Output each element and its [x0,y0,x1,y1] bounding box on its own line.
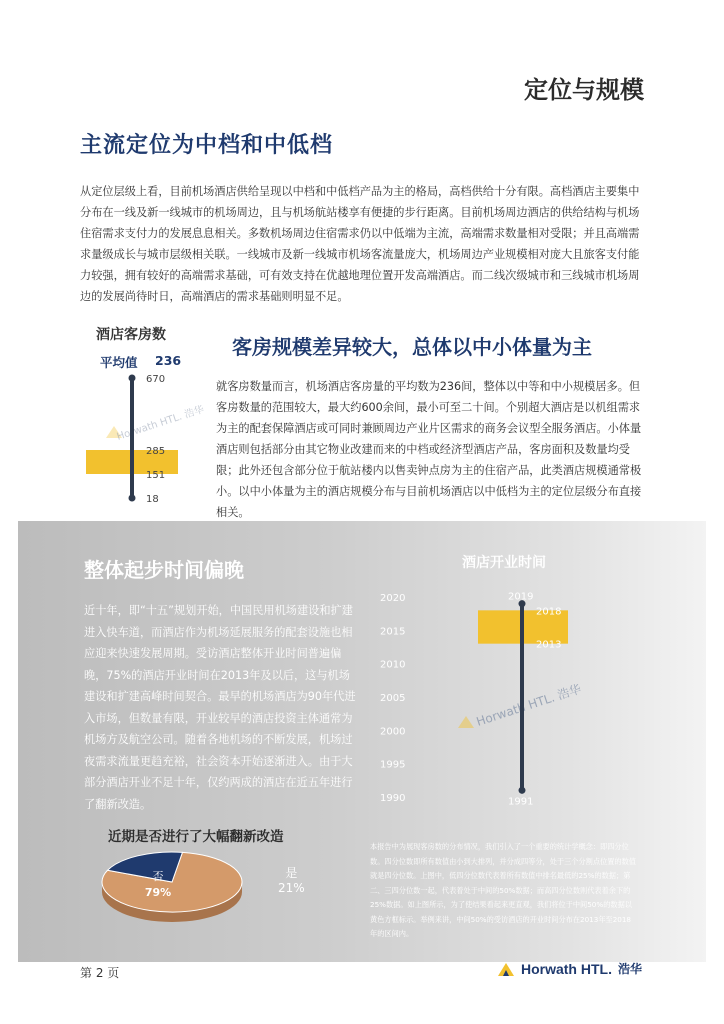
room-label-max: 670 [146,374,166,385]
open-axis-tick-1995: 1995 [380,759,406,771]
room-max-point [129,375,136,382]
section-heading-opening: 整体起步时间偏晚 [84,558,244,582]
room-chart-watermark [106,402,206,443]
opening-year-chart [370,580,610,810]
room-chart-title: 酒店客房数 [96,327,166,343]
room-label-min: 18 [146,494,159,505]
renovation-chart-title: 近期是否进行了大幅翻新改造 [108,829,284,845]
pie-label-no-name: 否 [152,870,164,883]
open-axis-tick-1990: 1990 [380,793,406,804]
open-label-max: 2019 [508,591,534,603]
section-body-room-scale: 就客房数量而言，机场酒店客房量的平均数为236间，整体以中等和中小规模居多。但客房数量的范围较大，最大约600余间，最小可至二十间。个别超大酒店是以机组需求为主的配套保障酒店或可同时兼顾周边产业片区需求的商务会议型全服务酒店。小体量酒店则包括部分由其它物业改建而来的中档或经济型酒店产品，客房面积及数量均受限；此外还包含部分位于航站楼内以售卖钟点房为主的住宿产品，此类酒店规模通常极小。以中小体量为主的酒店规模分布与目前机场酒店以中低档为主的定位层级分布直接相关。 [216,380,642,519]
footer-brand-cn: 浩华 [617,962,642,976]
open-axis-tick-2020: 2020 [380,593,406,604]
room-chart-avg-value: 236 [155,353,182,368]
open-axis-tick-2010: 2010 [380,659,406,671]
footer-page-number: 第 2 页 [80,966,120,980]
section-body-opening: 近十年，即“十五”规划开始，中国民用机场建设和扩建进入快车道，而酒店作为机场延展服务的配套设施也相应迎来快速发展周期。受访酒店整体开业时间普遍偏晚，75%的酒店开业时间在2013年及以后，这与机场建设和扩建高峰时间契合。最早的机场酒店为90年代进入市场，但数量有限，开业较早的酒店投资主体通常为机场方及航空公司。随着各地机场的不断发展，机场过夜需求流量更趋充裕，社会资本开始逐渐进入。由于大部分酒店开业不足十年，仅约两成的酒店在近五年进行了翻新改造。 [84,604,356,811]
room-label-q3: 285 [146,446,166,457]
pie-label-yes-value: 21% [278,881,305,895]
open-axis-tick-2000: 2000 [380,726,406,738]
open-label-q1: 2013 [536,639,562,651]
room-label-q1: 151 [146,470,166,481]
open-axis-tick-2005: 2005 [380,693,406,704]
open-label-q3: 2018 [536,606,562,618]
room-count-chart [70,368,220,513]
room-min-point [129,495,136,502]
open-chart-title: 酒店开业时间 [462,555,546,571]
pie-label-no-value: 79% [144,886,172,899]
section-heading-room-scale: 客房规模差异较大，总体以中小体量为主 [232,335,592,359]
footer-brand: Horwath HTL. [520,960,612,977]
page-title: 定位与规模 [524,76,644,104]
quartile-note: 本报告中为展现客房数的分布情况，我们引入了一个重要的统计学概念：即四分位数。四分位数即所有数值由小到大排列，并分成四等分，处于三个分割点位置的数值就是四分位数。上图中，低四分位数代表着所有数值中排名最低的25%的数据；第二、三四分位数一起，代表着处于中间的50%数据；而高四分位数则代表着余下的25%数据。如上图所示，为了使结果看起来更直观，我们将位于中间50%的数据以黄色方框标示。举例来讲，中间50%的受访酒店的开业时间分布在2013年至2018年的区间内。 [370,842,636,938]
svg-text:Horwath HTL. 浩华: Horwath HTL. 浩华 [474,681,583,729]
section-heading-positioning: 主流定位为中档和中低档 [80,133,334,158]
pie-label-yes-name: 是 [285,866,298,880]
renovation-pie-chart [100,846,260,936]
svg-text:Horwath HTL. 浩华: Horwath HTL. 浩华 [115,404,206,443]
pie-label-yes [278,864,305,895]
section-body-positioning: 从定位层级上看，目前机场酒店供给呈现以中档和中低档产品为主的格局，高档供给十分有限。高档酒店主要集中分布在一线及新一线城市的机场周边，且与机场航站楼享有便捷的步行距离。目前机场周边酒店的供给结构与机场住宿需求支付力的发展息息相关。多数机场周边住宿需求仍以中低端为主流，高端需求数量相对受限；并且高端需求量级成长与城市层级相关联。一线城市及新一线城市机场客流量庞大，机场周边产业规模相对庞大且旅客支付能力较强，拥有较好的高端需求基础，可有效支持在优越地理位置开发高端酒店。而二线次级城市和三线城市机场周边的发展尚待时日，高端酒店的需求基础则明显不足。 [80,185,640,303]
room-chart-avg-label: 平均值 [100,355,138,370]
open-min-point [519,787,526,794]
horwath-logo-icon [497,961,515,977]
open-label-min: 1991 [508,796,534,808]
footer-logo [497,960,642,977]
open-axis-tick-2015: 2015 [380,626,406,638]
